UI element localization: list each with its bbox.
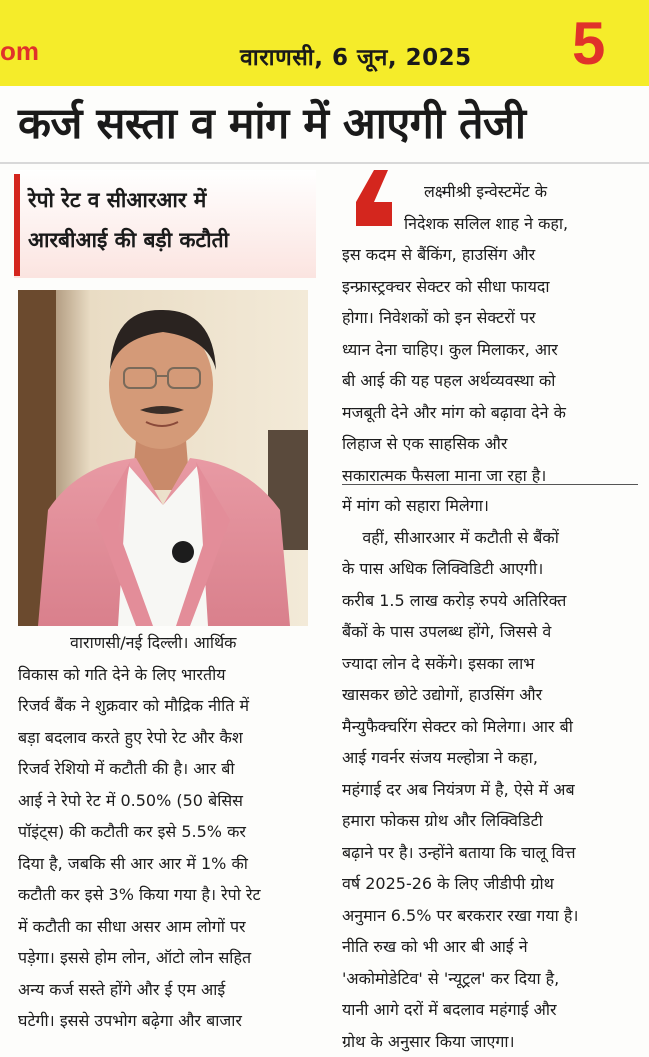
article-line: अन्य कर्ज सस्ते होंगे और ई एम आई (18, 974, 318, 1006)
article-line: रिजर्व रेशियो में कटौती की है। आर बी (18, 753, 318, 785)
masthead (0, 0, 649, 86)
quote-line: निदेशक सलिल शाह ने कहा, (342, 208, 642, 240)
article-line: हमारा फोकस ग्रोथ और लिक्विडिटी (342, 805, 638, 837)
article-line: बैंकों के पास उपलब्ध होंगे, जिससे वे (342, 616, 638, 648)
article-line: के पास अधिक लिक्विडिटी आएगी। (342, 553, 638, 585)
quote-line: ध्यान देना चाहिए। कुल मिलाकर, आर (342, 334, 642, 366)
article-line: 'अकोमोडेटिव' से 'न्यूट्रल' कर दिया है, (342, 963, 638, 995)
subheadline-line: आरबीआई की बड़ी कटौती (28, 220, 314, 260)
article-line: विकास को गति देने के लिए भारतीय (18, 659, 318, 691)
article-line: खासकर छोटे उद्योगों, हाउसिंग और (342, 679, 638, 711)
article-line: वहीं, सीआरआर में कटौती से बैंकों (342, 522, 638, 554)
article-line: आई गवर्नर संजय मल्होत्रा ने कहा, (342, 742, 638, 774)
page-number: 5 (572, 14, 605, 74)
article-column-left (18, 627, 318, 1037)
article-line: अनुमान 6.5% पर बरकरार रखा गया है। (342, 900, 638, 932)
divider (0, 162, 649, 164)
quote-line: इन्फ्रास्ट्रक्चर सेक्टर को सीधा फायदा (342, 271, 642, 303)
article-line: बड़ा बदलाव करते हुए रेपो रेट और कैश (18, 722, 318, 754)
article-line: करीब 1.5 लाख करोड़ रुपये अतिरिक्त (342, 585, 638, 617)
article-line: घटेगी। इससे उपभोग बढ़ेगा और बाजार (18, 1005, 318, 1037)
portrait-illustration (18, 290, 308, 626)
site-name-fragment: om (0, 36, 39, 67)
article-line: यानी आगे दरों में बदलाव महंगाई और (342, 994, 638, 1026)
quote-line: मजबूती देने और मांग को बढ़ावा देने के (342, 397, 642, 429)
quote-line: बी आई की यह पहल अर्थव्यवस्था को (342, 365, 642, 397)
article-line: नीति रुख को भी आर बी आई ने (342, 931, 638, 963)
dateline: वाराणसी, 6 जून, 2025 (240, 40, 472, 72)
quote-line: होगा। निवेशकों को इन सेक्टरों पर (342, 302, 642, 334)
article-line: वर्ष 2025-26 के लिए जीडीपी ग्रोथ (342, 868, 638, 900)
subheadline (28, 180, 314, 260)
article-line: दिया है, जबकि सी आर आर में 1% की (18, 848, 318, 880)
article-line: आई ने रेपो रेट में 0.50% (50 बेसिस (18, 785, 318, 817)
article-line: बढ़ाने पर है। उन्होंने बताया कि चालू वित्त (342, 837, 638, 869)
article-line: में कटौती का सीधा असर आम लोगों पर (18, 911, 318, 943)
article-line: ज्यादा लोन दे सकेंगे। इसका लाभ (342, 648, 638, 680)
article-line: कटौती कर इसे 3% किया गया है। रेपो रेट (18, 879, 318, 911)
article-line: ग्रोथ के अनुसार किया जाएगा। (342, 1026, 638, 1057)
quote-line: लक्ष्मीश्री इन्वेस्टमेंट के (342, 176, 642, 208)
quote-line: सकारात्मक फैसला माना जा रहा है। (342, 460, 642, 492)
subheadline-accent-bar (14, 174, 20, 276)
article-line: वाराणसी/नई दिल्ली। आर्थिक (18, 627, 318, 659)
article-line: रिजर्व बैंक ने शुक्रवार को मौद्रिक नीति में (18, 690, 318, 722)
article-line: पड़ेगा। इससे होम लोन, ऑटो लोन सहित (18, 942, 318, 974)
quote-line: लिहाज से एक साहसिक और (342, 428, 642, 460)
article-column-right (342, 490, 638, 1057)
pull-quote (342, 176, 642, 491)
article-line: महंगाई दर अब नियंत्रण में है, ऐसे में अब (342, 774, 638, 806)
headline: कर्ज सस्ता व मांग में आएगी तेजी (18, 96, 526, 152)
article-line: पॉइंट्स) की कटौती कर इसे 5.5% कर (18, 816, 318, 848)
portrait-photo (18, 290, 308, 626)
article-line: में मांग को सहारा मिलेगा। (342, 490, 638, 522)
subheadline-line: रेपो रेट व सीआरआर में (28, 180, 314, 220)
quote-line: इस कदम से बैंकिंग, हाउसिंग और (342, 239, 642, 271)
divider (342, 484, 638, 485)
article-line: मैन्युफैक्चरिंग सेक्टर को मिलेगा। आर बी (342, 711, 638, 743)
